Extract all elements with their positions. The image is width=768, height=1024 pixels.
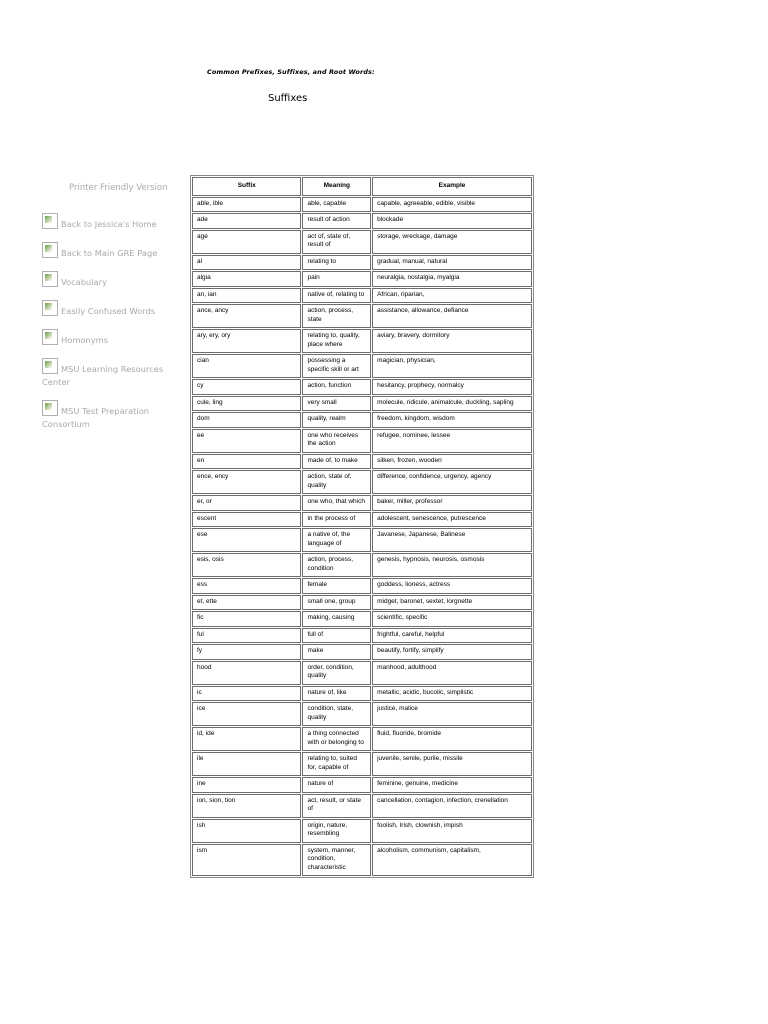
cell-meaning: nature of, like <box>302 686 371 702</box>
table-row <box>192 644 532 660</box>
nav-link-homonyms[interactable] <box>42 329 170 347</box>
table-row <box>192 495 532 511</box>
cell-example: aviary, bravery, dormitory <box>372 329 532 353</box>
cell-example: storage, wreckage, damage <box>372 230 532 254</box>
cell-suffix: ese <box>192 528 301 552</box>
cell-suffix: id, ide <box>192 727 301 751</box>
cell-meaning: action, state of, quality <box>302 470 371 494</box>
cell-meaning: condition, state, quality <box>302 702 371 726</box>
cell-example: refugee, nominee, lessee <box>372 429 532 453</box>
cell-meaning: action, process, state <box>302 304 371 328</box>
cell-meaning: possessing a specific skill or art <box>302 354 371 378</box>
cell-example: juvenile, senile, purile, missile <box>372 752 532 776</box>
table-row <box>192 255 532 271</box>
cell-example: manhood, adulthood <box>372 661 532 685</box>
table-row <box>192 429 532 453</box>
broken-image-icon <box>42 400 58 416</box>
cell-meaning: full of <box>302 628 371 644</box>
table-row <box>192 379 532 395</box>
cell-suffix: algia <box>192 271 301 287</box>
cell-suffix: et, ette <box>192 595 301 611</box>
cell-suffix: ion, sion, tion <box>192 794 301 818</box>
table-row <box>192 230 532 254</box>
cell-suffix: ary, ery, ory <box>192 329 301 353</box>
cell-example: midget, baronet, sextet, lorgnette <box>372 595 532 611</box>
cell-suffix: ence, ency <box>192 470 301 494</box>
printer-friendly-link[interactable]: Printer Friendly Version <box>69 183 168 193</box>
cell-suffix: ance, ancy <box>192 304 301 328</box>
cell-meaning: quality, realm <box>302 412 371 428</box>
cell-suffix: able, ible <box>192 197 301 213</box>
table-row <box>192 354 532 378</box>
nav-link-label: Back to Jessica's Home <box>61 219 157 229</box>
cell-example: adolescent, senescence, putrescence <box>372 512 532 528</box>
cell-suffix: escent <box>192 512 301 528</box>
cell-meaning: relating to, quality, place where <box>302 329 371 353</box>
table-row <box>192 794 532 818</box>
cell-example: fluid, fluoride, bromide <box>372 727 532 751</box>
cell-suffix: hood <box>192 661 301 685</box>
cell-example: magician, physician, <box>372 354 532 378</box>
nav-link-label: Homonyms <box>61 335 109 345</box>
table-header-row <box>192 177 532 196</box>
cell-meaning: female <box>302 578 371 594</box>
cell-meaning: pain <box>302 271 371 287</box>
cell-meaning: make <box>302 644 371 660</box>
table-row <box>192 578 532 594</box>
table-row <box>192 702 532 726</box>
broken-image-icon <box>42 213 58 229</box>
cell-suffix: ile <box>192 752 301 776</box>
cell-example: neuralgia, nostalgia, myalgia <box>372 271 532 287</box>
broken-image-icon <box>42 358 58 374</box>
cell-example: molecule, ridicule, animalcule, duckling, sapling <box>372 396 532 412</box>
cell-suffix: ine <box>192 777 301 793</box>
nav-link-gre-page[interactable] <box>42 242 170 260</box>
table-row <box>192 611 532 627</box>
nav-link-label: MSU Test Preparation Consortium <box>42 406 150 429</box>
nav-link-jessica-home[interactable] <box>42 213 170 231</box>
cell-example: baker, miller, professor <box>372 495 532 511</box>
cell-example: Javanese, Japanese, Balinese <box>372 528 532 552</box>
cell-meaning: nature of <box>302 777 371 793</box>
section-title: Suffixes <box>268 93 308 104</box>
cell-suffix: ice <box>192 702 301 726</box>
nav-link-confused-words[interactable] <box>42 300 170 318</box>
cell-suffix: al <box>192 255 301 271</box>
table-row <box>192 661 532 685</box>
table-row <box>192 777 532 793</box>
cell-suffix: ish <box>192 819 301 843</box>
broken-image-icon <box>42 242 58 258</box>
table-row <box>192 271 532 287</box>
cell-example: goddess, lioness, actress <box>372 578 532 594</box>
nav-link-label: Back to Main GRE Page <box>61 248 158 258</box>
table-row <box>192 197 532 213</box>
table-row <box>192 528 532 552</box>
cell-meaning: order, condition, quality <box>302 661 371 685</box>
cell-example: hesitancy, prophecy, normalcy <box>372 379 532 395</box>
cell-suffix: ful <box>192 628 301 644</box>
nav-link-vocabulary[interactable] <box>42 271 170 289</box>
table-row <box>192 454 532 470</box>
column-header-meaning: Meaning <box>302 177 371 196</box>
cell-meaning: a native of, the language of <box>302 528 371 552</box>
table-row <box>192 288 532 304</box>
column-header-suffix: Suffix <box>192 177 301 196</box>
cell-meaning: native of, relating to <box>302 288 371 304</box>
nav-link-label: MSU Learning Resources Center <box>42 364 164 387</box>
nav-link-label: Vocabulary <box>61 277 107 287</box>
cell-meaning: small one, group <box>302 595 371 611</box>
table-row <box>192 396 532 412</box>
cell-example: blockade <box>372 213 532 229</box>
cell-example: feminine, genuine, medicine <box>372 777 532 793</box>
cell-meaning: system, manner, condition, characteristic <box>302 844 371 877</box>
cell-meaning: made of, to make <box>302 454 371 470</box>
table-row <box>192 213 532 229</box>
table-row <box>192 752 532 776</box>
cell-example: genesis, hypnosis, neurosis, osmosis <box>372 553 532 577</box>
cell-example: African, riparian, <box>372 288 532 304</box>
nav-link-msu-learning-center[interactable] <box>42 358 170 389</box>
cell-meaning: making, causing <box>302 611 371 627</box>
table-row <box>192 470 532 494</box>
cell-example: silken, frozen, wooden <box>372 454 532 470</box>
cell-example: gradual, manual, natural <box>372 255 532 271</box>
cell-example: scientific, specific <box>372 611 532 627</box>
table-row <box>192 727 532 751</box>
cell-example: alcoholism, communism, capitalism, <box>372 844 532 877</box>
cell-example: foolish, Irish, clownish, impish <box>372 819 532 843</box>
cell-suffix: ess <box>192 578 301 594</box>
cell-example: cancellation, contagion, infection, crenellation <box>372 794 532 818</box>
nav-link-msu-test-prep[interactable] <box>42 400 170 431</box>
cell-meaning: act, result, or state of <box>302 794 371 818</box>
suffix-table <box>190 175 534 878</box>
cell-meaning: one who receives the action <box>302 429 371 453</box>
cell-suffix: cule, ling <box>192 396 301 412</box>
table-body <box>192 197 532 877</box>
cell-example: justice, malice <box>372 702 532 726</box>
cell-meaning: able, capable <box>302 197 371 213</box>
cell-meaning: act of, state of, result of <box>302 230 371 254</box>
cell-example: capable, agreeable, edible, visible <box>372 197 532 213</box>
cell-example: metallic, acidic, bucolic, simplistic <box>372 686 532 702</box>
table-row <box>192 686 532 702</box>
cell-example: freedom, kingdom, wisdom <box>372 412 532 428</box>
cell-suffix: age <box>192 230 301 254</box>
cell-suffix: ade <box>192 213 301 229</box>
cell-suffix: ee <box>192 429 301 453</box>
cell-suffix: cy <box>192 379 301 395</box>
cell-meaning: action, function <box>302 379 371 395</box>
cell-meaning: one who, that which <box>302 495 371 511</box>
cell-example: difference, confidence, urgency, agency <box>372 470 532 494</box>
cell-suffix: dom <box>192 412 301 428</box>
cell-suffix: er, or <box>192 495 301 511</box>
cell-meaning: origin, nature, resembling <box>302 819 371 843</box>
page-heading: Common Prefixes, Suffixes, and Root Words: <box>207 68 375 76</box>
cell-meaning: in the process of <box>302 512 371 528</box>
table-row <box>192 819 532 843</box>
table-row <box>192 304 532 328</box>
cell-example: beautify, fortify, simplify <box>372 644 532 660</box>
broken-image-icon <box>42 271 58 287</box>
cell-meaning: relating to <box>302 255 371 271</box>
sidebar-nav <box>42 183 170 442</box>
cell-suffix: fic <box>192 611 301 627</box>
cell-meaning: relating to, suited for, capable of <box>302 752 371 776</box>
cell-suffix: en <box>192 454 301 470</box>
cell-meaning: result of action <box>302 213 371 229</box>
table-row <box>192 512 532 528</box>
nav-link-label: Easily Confused Words <box>61 306 156 316</box>
table-row <box>192 628 532 644</box>
cell-meaning: action, process, condition <box>302 553 371 577</box>
cell-suffix: fy <box>192 644 301 660</box>
cell-example: frightful, careful, helpful <box>372 628 532 644</box>
table-row <box>192 595 532 611</box>
broken-image-icon <box>42 300 58 316</box>
table-row <box>192 412 532 428</box>
cell-suffix: cian <box>192 354 301 378</box>
column-header-example: Example <box>372 177 532 196</box>
table-row <box>192 844 532 877</box>
table-row <box>192 553 532 577</box>
cell-example: assistance, allowance, defiance <box>372 304 532 328</box>
cell-meaning: very small <box>302 396 371 412</box>
table-row <box>192 329 532 353</box>
broken-image-icon <box>42 329 58 345</box>
cell-suffix: ism <box>192 844 301 877</box>
cell-suffix: an, ian <box>192 288 301 304</box>
cell-meaning: a thing connected with or belonging to <box>302 727 371 751</box>
cell-suffix: ic <box>192 686 301 702</box>
cell-suffix: esis, osis <box>192 553 301 577</box>
